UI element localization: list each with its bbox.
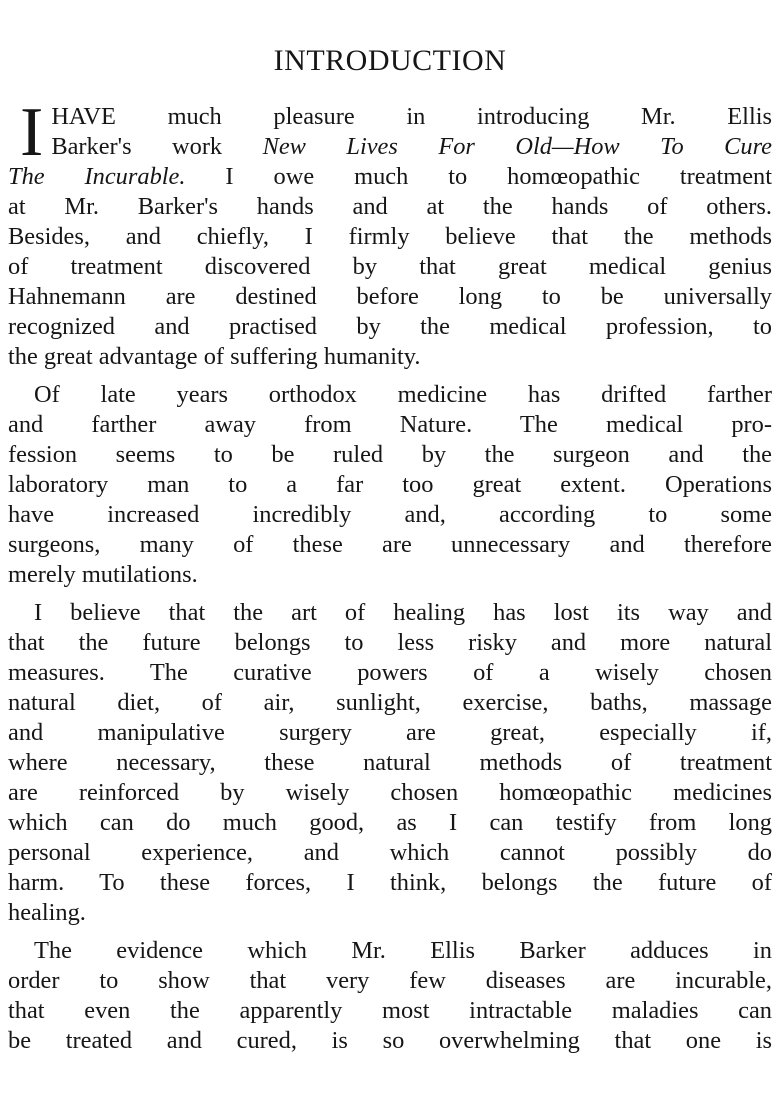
text-line: laboratory man to a far too great extent. Operations bbox=[8, 471, 772, 498]
text-line: I believe that the art of healing has lost its way and bbox=[34, 599, 772, 626]
paragraph-4 bbox=[8, 936, 772, 1056]
text-line: natural diet, of air, sunlight, exercise, baths, massage bbox=[8, 689, 772, 716]
text-line: that the future belongs to less risky and more natural bbox=[8, 629, 772, 656]
paragraph-3 bbox=[8, 598, 772, 928]
text-line: Hahnemann are destined before long to be universally bbox=[8, 283, 772, 310]
text-line: are reinforced by wisely chosen homœopathic medicines bbox=[8, 779, 772, 806]
text-line bbox=[8, 132, 772, 162]
text-line: Of late years orthodox medicine has drifted farther bbox=[34, 381, 772, 408]
book-title-italic: The Incurable. bbox=[8, 163, 186, 190]
text-line: measures. The curative powers of a wisely chosen bbox=[8, 659, 772, 686]
text-line: The evidence which Mr. Ellis Barker adduces in bbox=[34, 937, 772, 964]
text-line: be treated and cured, is so overwhelming that one is bbox=[8, 1027, 772, 1054]
text-line: where necessary, these natural methods of treatment bbox=[8, 749, 772, 776]
text-line: personal experience, and which cannot possibly do bbox=[8, 839, 772, 866]
text-line: surgeons, many of these are unnecessary and therefore bbox=[8, 531, 772, 558]
text-span: I owe much to homœopathic treatment bbox=[185, 163, 772, 190]
text-line: have increased incredibly and, according to some bbox=[8, 501, 772, 528]
text-line: healing. bbox=[8, 899, 86, 926]
text-line: merely mutilations. bbox=[8, 561, 198, 588]
text-line: which can do much good, as I can testify from long bbox=[8, 809, 772, 836]
text-line: and manipulative surgery are great, especially if, bbox=[8, 719, 772, 746]
text-line: Besides, and chiefly, I firmly believe that the methods bbox=[8, 223, 772, 250]
drop-cap: I bbox=[20, 94, 44, 171]
paragraph-2 bbox=[8, 380, 772, 590]
page-title: INTRODUCTION bbox=[273, 44, 507, 77]
text-line: and farther away from Nature. The medical pro- bbox=[8, 411, 772, 438]
text-line: fession seems to be ruled by the surgeon and the bbox=[8, 441, 772, 468]
text-line: that even the apparently most intractable maladies can bbox=[8, 997, 772, 1024]
text-line: the great advantage of suffering humanity. bbox=[8, 343, 421, 370]
text-line: of treatment discovered by that great medical genius bbox=[8, 253, 772, 280]
text-line bbox=[8, 162, 772, 192]
book-title-italic: New Lives For Old—How To Cure bbox=[262, 133, 772, 160]
text-span: Barker's work bbox=[51, 133, 263, 160]
paragraph-1 bbox=[8, 94, 772, 372]
text-line: order to show that very few diseases are incurable, bbox=[8, 967, 772, 994]
text-line: recognized and practised by the medical profession, to bbox=[8, 313, 772, 340]
text-line: at Mr. Barker's hands and at the hands of others. bbox=[8, 193, 772, 220]
text-line: harm. To these forces, I think, belongs the future of bbox=[8, 869, 772, 896]
text-line: HAVE much pleasure in introducing Mr. Ellis bbox=[51, 103, 772, 130]
